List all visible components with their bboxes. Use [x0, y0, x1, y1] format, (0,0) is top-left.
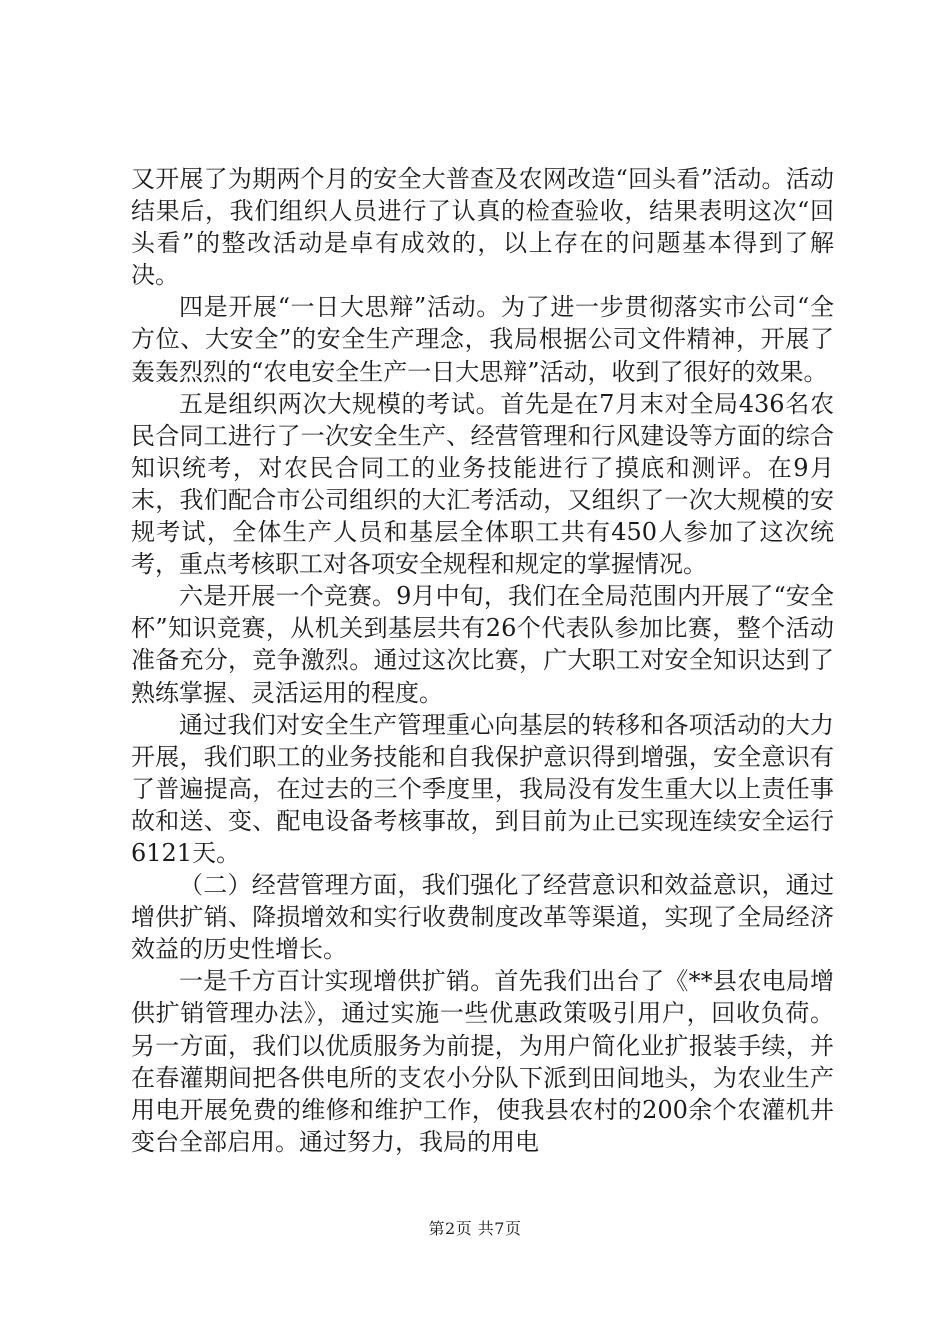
paragraph-safety-results: 通过我们对安全生产管理重心向基层的转移和各项活动的大力开展，我们职工的业务技能和自我保护意识得到增强，安全意识有了普遍提高，在过去的三个季度里，我局没有发生重大以上责任事故和送、变、配电设备考核事故，到目前为止已实现连续安全运行6121天。 [131, 710, 834, 867]
paragraph-debate-activity: 四是开展“一日大思辩”活动。为了进一步贯彻落实市公司“全方位、大安全”的安全生产理念，我局根据公司文件精神，开展了轰轰烈烈的“农电安全生产一日大思辩”活动，收到了很好的效果。 [131, 293, 834, 386]
page-number-footer: 第2页 共7页 [428, 1219, 522, 1238]
paragraph-exams: 五是组织两次大规模的考试。首先是在7月末对全局436名农民合同工进行了一次安全生产、经营管理和行风建设等方面的综合知识统考，对农民合同工的业务技能进行了摸底和测评。在9月末，我们配合市公司组织的大汇考活动，又组织了一次大规模的安规考试，全体生产人员和基层全体职工共有450人参加了这次统考，重点考核职工对各项安全规程和规定的掌握情况。 [131, 389, 834, 579]
paragraph-competition: 六是开展一个竞赛。9月中旬，我们在全局范围内开展了“安全杯”知识竞赛，从机关到基层共有26个代表队参加比赛，整个活动准备充分，竞争激烈。通过这次比赛，广大职工对安全知识达到了熟练掌握、灵活运用的程度。 [131, 582, 834, 707]
document-body [131, 163, 834, 1158]
paragraph-continuation: 又开展了为期两个月的安全大普查及农网改造“回头看”活动。活动结果后，我们组织人员进行了认真的检查验收，结果表明这次“回头看”的整改活动是卓有成效的，以上存在的问题基本得到了解决。 [131, 165, 834, 290]
paragraph-operations-management: （二）经营管理方面，我们强化了经营意识和效益意识，通过增供扩销、降损增效和实行收费制度改革等渠道，实现了全局经济效益的历史性增长。 [131, 871, 834, 964]
paragraph-sales-growth: 一是千方百计实现增供扩销。首先我们出台了《**县农电局增供扩销管理办法》，通过实施一些优惠政策吸引用户，回收负荷。另一方面，我们以优质服务为前提，为用户简化业扩报装手续，并在春灌期间把各供电所的支农小分队下派到田间地头，为农业生产用电开展免费的维修和维护工作，使我县农村的200余个农灌机井变台全部启用。通过努力，我局的用电 [131, 967, 834, 1156]
